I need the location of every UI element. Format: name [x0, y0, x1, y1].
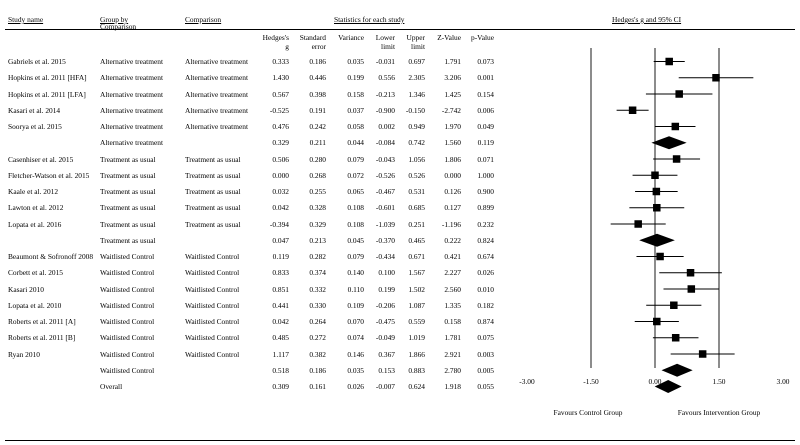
- row-var: 0.035: [347, 365, 364, 375]
- row-var: 0.158: [347, 89, 364, 99]
- row-var: 0.026: [347, 382, 364, 391]
- row-ll: -0.007: [375, 382, 395, 391]
- row-se: 0.161: [309, 382, 326, 391]
- row-ul: 1.866: [408, 349, 425, 359]
- row-z: 1.781: [444, 333, 461, 343]
- row-group: Waitlisted Control: [100, 365, 155, 375]
- effect-square: [672, 123, 680, 131]
- row-p: 0.071: [477, 154, 494, 164]
- row-p: 0.154: [477, 89, 494, 99]
- row-group: Alternative treatment: [100, 122, 163, 131]
- row-se: 0.282: [309, 252, 326, 261]
- row-ll: 0.002: [378, 122, 395, 131]
- col-header-0: Hedges's g: [262, 33, 289, 51]
- row-g: 0.485: [272, 333, 289, 343]
- row-ll: -1.039: [375, 219, 395, 229]
- effect-square: [670, 302, 678, 310]
- row-se: 0.329: [309, 219, 326, 229]
- row-se: 0.330: [309, 300, 326, 310]
- effect-square: [629, 107, 637, 115]
- row-ll: -0.031: [375, 57, 395, 66]
- row-p: 0.026: [477, 268, 494, 278]
- header-group-by: Group by: [100, 15, 129, 24]
- row-comparison: Waitlisted Control: [185, 300, 240, 310]
- row-ll: -0.526: [375, 170, 395, 180]
- row-g: 0.047: [272, 235, 289, 245]
- col-header-6: p-Value: [471, 33, 494, 42]
- effect-square: [672, 334, 680, 342]
- row-group: Alternative treatment: [100, 89, 163, 99]
- row-z: 1.425: [444, 89, 461, 99]
- row-ul: 1.502: [408, 284, 425, 294]
- header-study-name: Study name: [8, 15, 44, 24]
- row-ul: 0.671: [408, 252, 425, 261]
- row-ul: 1.019: [408, 333, 425, 343]
- summary-diamond: [662, 364, 693, 377]
- summary-diamond: [651, 136, 686, 149]
- row-ul: 0.697: [408, 57, 425, 66]
- row-study-name: Ryan 2010: [8, 349, 40, 359]
- row-study-name: Lawton et al. 2012: [8, 203, 64, 213]
- row-study-name: Kasari et al. 2014: [8, 105, 61, 115]
- row-var: 0.035: [347, 57, 364, 66]
- col-header-4: Upper limit: [406, 33, 425, 51]
- row-z: 0.222: [444, 235, 461, 245]
- header-plot-title: Hedges's g and 95% CI: [612, 15, 682, 24]
- row-g: 0.329: [272, 138, 289, 148]
- effect-square: [665, 58, 673, 66]
- row-p: 0.674: [477, 252, 494, 261]
- tick-label: -1.50: [583, 377, 599, 386]
- row-p: 0.006: [477, 105, 494, 115]
- row-comparison: Treatment as usual: [185, 187, 241, 196]
- row-g: 0.441: [272, 300, 289, 310]
- row-var: 0.199: [347, 73, 364, 83]
- effect-square: [634, 220, 642, 228]
- row-p: 0.003: [477, 349, 494, 359]
- row-p: 0.182: [477, 300, 494, 310]
- row-study-name: Kaale et al. 2012: [8, 187, 59, 196]
- row-var: 0.074: [347, 333, 364, 343]
- row-z: 1.970: [444, 122, 461, 131]
- row-study-name: Kasari 2010: [8, 284, 44, 294]
- row-ll: 0.199: [378, 284, 395, 294]
- row-group: Overall: [100, 382, 123, 391]
- row-se: 0.446: [309, 73, 326, 83]
- favours-control-label: Favours Control Group: [553, 408, 623, 417]
- row-ll: -0.601: [375, 203, 395, 213]
- row-se: 0.213: [309, 235, 326, 245]
- row-group: Alternative treatment: [100, 105, 163, 115]
- row-se: 0.374: [309, 268, 326, 278]
- row-z: 0.126: [444, 187, 461, 196]
- row-comparison: Treatment as usual: [185, 219, 241, 229]
- row-z: 1.918: [444, 382, 461, 391]
- row-group: Waitlisted Control: [100, 284, 155, 294]
- row-ll: -0.467: [375, 187, 395, 196]
- row-p: 0.001: [477, 73, 494, 83]
- favours-intervention-label: Favours Intervention Group: [677, 408, 761, 417]
- row-ul: -0.150: [405, 105, 425, 115]
- row-se: 0.382: [309, 349, 326, 359]
- row-ll: -0.049: [375, 333, 395, 343]
- row-p: 0.874: [477, 317, 494, 326]
- row-var: 0.065: [347, 187, 364, 196]
- row-var: 0.070: [347, 317, 364, 326]
- row-z: 2.780: [444, 365, 461, 375]
- row-se: 0.211: [309, 138, 326, 148]
- row-comparison: Alternative treatment: [185, 89, 248, 99]
- row-z: 0.127: [444, 203, 461, 213]
- effect-square: [653, 318, 661, 326]
- row-ul: 0.531: [408, 187, 425, 196]
- row-z: -1.196: [441, 219, 461, 229]
- row-group: Treatment as usual: [100, 154, 156, 164]
- row-z: 3.206: [444, 73, 461, 83]
- row-study-name: Hopkins et al. 2011 [LFA]: [8, 89, 86, 99]
- row-g: 0.000: [272, 170, 289, 180]
- col-header-5: Z-Value: [437, 33, 461, 42]
- row-comparison: Waitlisted Control: [185, 284, 240, 294]
- row-group: Treatment as usual: [100, 170, 156, 180]
- row-p: 0.005: [477, 365, 494, 375]
- row-ll: -0.213: [375, 89, 395, 99]
- row-p: 1.000: [477, 170, 494, 180]
- effect-square: [712, 74, 720, 82]
- row-se: 0.398: [309, 89, 326, 99]
- summary-diamond: [639, 234, 675, 247]
- row-g: 0.851: [272, 284, 289, 294]
- row-g: 1.117: [272, 349, 289, 359]
- row-se: 0.186: [309, 365, 326, 375]
- row-ul: 1.346: [408, 89, 425, 99]
- row-group: Waitlisted Control: [100, 349, 155, 359]
- row-ul: 1.056: [408, 154, 425, 164]
- row-study-name: Fletcher-Watson et al. 2015: [8, 170, 90, 180]
- effect-square: [653, 188, 661, 196]
- row-var: 0.079: [347, 252, 364, 261]
- row-ul: 2.305: [408, 73, 425, 83]
- row-g: 1.430: [272, 73, 289, 83]
- row-study-name: Hopkins et al. 2011 [HFA]: [8, 73, 87, 83]
- header-stats-title: Statistics for each study: [334, 15, 405, 24]
- row-z: 2.227: [444, 268, 461, 278]
- row-group: Alternative treatment: [100, 73, 163, 83]
- row-var: 0.045: [347, 235, 364, 245]
- row-p: 0.232: [477, 219, 494, 229]
- tick-label: 3.00: [776, 377, 790, 386]
- effect-square: [688, 285, 696, 293]
- col-header-1: Standard error: [299, 33, 326, 51]
- tick-label: 0.00: [648, 377, 662, 386]
- row-comparison: Treatment as usual: [185, 154, 241, 164]
- row-study-name: Beaumont & Sofronoff 2008: [8, 252, 94, 261]
- header-group-by-sub: Comparison: [100, 22, 137, 31]
- row-study-name: Corbett et al. 2015: [8, 268, 64, 278]
- row-study-name: Soorya et al. 2015: [8, 122, 62, 131]
- row-var: 0.072: [347, 170, 364, 180]
- row-z: 0.158: [444, 317, 461, 326]
- row-p: 0.010: [477, 284, 494, 294]
- row-se: 0.186: [309, 57, 326, 66]
- row-se: 0.268: [309, 170, 326, 180]
- row-var: 0.108: [347, 219, 364, 229]
- row-var: 0.110: [347, 284, 364, 294]
- row-g: 0.042: [272, 203, 289, 213]
- row-se: 0.264: [309, 317, 326, 326]
- row-var: 0.058: [347, 122, 364, 131]
- row-g: 0.032: [272, 187, 289, 196]
- row-comparison: Treatment as usual: [185, 170, 241, 180]
- row-g: 0.042: [272, 317, 289, 326]
- row-group: Alternative treatment: [100, 57, 163, 66]
- row-ll: 0.100: [378, 268, 395, 278]
- row-z: 0.000: [444, 170, 461, 180]
- row-z: -2.742: [441, 105, 461, 115]
- row-ll: -0.206: [375, 300, 395, 310]
- row-comparison: Alternative treatment: [185, 73, 248, 83]
- row-ul: 1.087: [408, 300, 425, 310]
- col-header-2: Variance: [338, 33, 364, 42]
- row-g: 0.119: [272, 252, 289, 261]
- row-group: Waitlisted Control: [100, 268, 155, 278]
- row-p: 0.055: [477, 382, 494, 391]
- row-var: 0.108: [347, 203, 364, 213]
- row-p: 0.824: [477, 235, 494, 245]
- row-comparison: Treatment as usual: [185, 203, 241, 213]
- row-ll: -0.434: [375, 252, 395, 261]
- row-study-name: Lopata et al. 2016: [8, 219, 62, 229]
- row-group: Treatment as usual: [100, 219, 156, 229]
- row-g: -0.394: [269, 219, 289, 229]
- col-header-3: Lower limit: [375, 33, 395, 51]
- row-comparison: Waitlisted Control: [185, 317, 240, 326]
- row-ul: 0.883: [408, 365, 425, 375]
- row-ul: 0.559: [408, 317, 425, 326]
- row-ll: -0.900: [375, 105, 395, 115]
- row-p: 0.073: [477, 57, 494, 66]
- row-var: 0.079: [347, 154, 364, 164]
- row-se: 0.272: [309, 333, 326, 343]
- row-comparison: Waitlisted Control: [185, 349, 240, 359]
- row-ll: 0.556: [378, 73, 395, 83]
- effect-square: [675, 90, 683, 98]
- row-group: Treatment as usual: [100, 203, 156, 213]
- row-comparison: Waitlisted Control: [185, 252, 240, 261]
- row-se: 0.332: [309, 284, 326, 294]
- row-z: 1.335: [444, 300, 461, 310]
- row-ul: 1.567: [408, 268, 425, 278]
- row-ll: -0.043: [375, 154, 395, 164]
- effect-square: [687, 269, 695, 277]
- tick-label: -3.00: [519, 377, 535, 386]
- row-study-name: Roberts et al. 2011 [B]: [8, 333, 76, 343]
- row-g: -0.525: [269, 105, 289, 115]
- row-g: 0.518: [272, 365, 289, 375]
- row-group: Waitlisted Control: [100, 333, 155, 343]
- row-comparison: Alternative treatment: [185, 122, 248, 131]
- row-p: 0.119: [477, 138, 494, 148]
- row-study-name: Casenhiser et al. 2015: [8, 154, 74, 164]
- row-group: Treatment as usual: [100, 187, 156, 196]
- row-group: Alternative treatment: [100, 138, 163, 148]
- row-ll: -0.084: [375, 138, 395, 148]
- row-se: 0.255: [309, 187, 326, 196]
- row-z: 2.921: [444, 349, 461, 359]
- row-ul: 0.685: [408, 203, 425, 213]
- row-var: 0.037: [347, 105, 364, 115]
- effect-square: [653, 204, 661, 212]
- row-ul: 0.465: [408, 235, 425, 245]
- row-p: 0.075: [477, 333, 494, 343]
- row-var: 0.146: [347, 349, 364, 359]
- row-z: 1.791: [444, 57, 461, 66]
- row-ul: 0.251: [408, 219, 425, 229]
- row-ul: 0.742: [408, 138, 425, 148]
- row-var: 0.140: [347, 268, 364, 278]
- row-se: 0.280: [309, 154, 326, 164]
- row-study-name: Gabriels et al. 2015: [8, 57, 66, 66]
- row-g: 0.333: [272, 57, 289, 66]
- row-ul: 0.526: [408, 170, 425, 180]
- row-study-name: Roberts et al. 2011 [A]: [8, 317, 76, 326]
- row-p: 0.900: [477, 187, 494, 196]
- row-group: Waitlisted Control: [100, 317, 155, 326]
- row-g: 0.309: [272, 382, 289, 391]
- row-g: 0.567: [272, 89, 289, 99]
- row-z: 1.806: [444, 154, 461, 164]
- row-g: 0.833: [272, 268, 289, 278]
- row-se: 0.328: [309, 203, 326, 213]
- row-group: Waitlisted Control: [100, 252, 155, 261]
- row-se: 0.242: [309, 122, 326, 131]
- row-ll: 0.367: [378, 349, 395, 359]
- row-se: 0.191: [309, 105, 326, 115]
- tick-label: 1.50: [712, 377, 726, 386]
- row-comparison: Alternative treatment: [185, 57, 248, 66]
- row-var: 0.109: [347, 300, 364, 310]
- row-p: 0.049: [477, 122, 494, 131]
- row-group: Waitlisted Control: [100, 300, 155, 310]
- row-ul: 0.624: [408, 382, 425, 391]
- row-var: 0.044: [347, 138, 364, 148]
- row-z: 1.560: [444, 138, 461, 148]
- effect-square: [656, 253, 664, 261]
- row-ll: 0.153: [378, 365, 395, 375]
- effect-square: [699, 350, 707, 358]
- row-study-name: Lopata et al. 2010: [8, 300, 62, 310]
- row-comparison: Waitlisted Control: [185, 333, 240, 343]
- row-ll: -0.475: [375, 317, 395, 326]
- row-g: 0.476: [272, 122, 289, 131]
- header-comparison: Comparison: [185, 15, 222, 24]
- effect-square: [651, 172, 659, 180]
- effect-square: [673, 155, 681, 163]
- row-g: 0.506: [272, 154, 289, 164]
- row-group: Treatment as usual: [100, 235, 156, 245]
- row-ll: -0.370: [375, 235, 395, 245]
- row-p: 0.899: [477, 203, 494, 213]
- row-z: 0.421: [444, 252, 461, 261]
- row-comparison: Alternative treatment: [185, 105, 248, 115]
- row-comparison: Waitlisted Control: [185, 268, 240, 278]
- row-z: 2.560: [444, 284, 461, 294]
- row-ul: 0.949: [408, 122, 425, 131]
